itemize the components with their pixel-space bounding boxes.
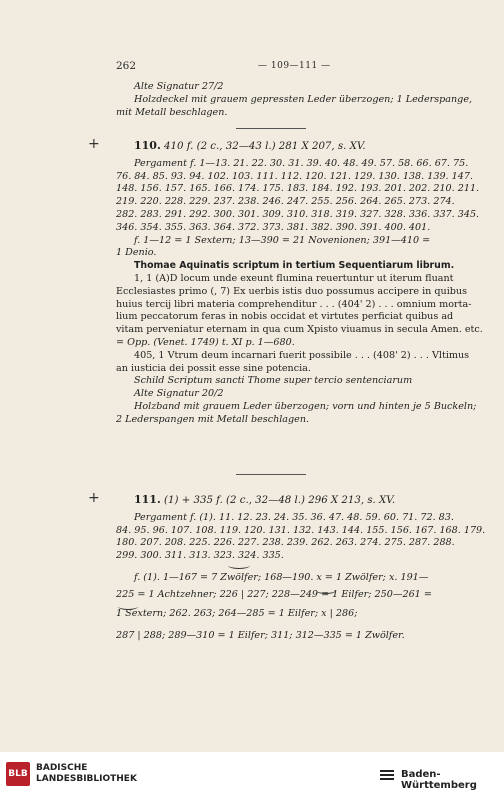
section-divider [236, 128, 306, 129]
lions-crest-icon [378, 767, 396, 783]
handwritten-arc-mark [228, 562, 250, 569]
text-line: 1, 1 (A)D locum unde exeunt flumina reuertuntur ut iterum fluant [134, 272, 454, 284]
pergament-line: 219. 220. 228. 229. 237. 238. 246. 247. 255. 256. 264. 265. 273. 274. [116, 196, 455, 208]
entry-description: (1) + 335 f. (2 c., 32—48 l.) 296 X 213, s. XV. [164, 495, 396, 506]
lagen-line: f. (1). 1—167 = 7 Zwölfer; 168—190. x = 1 Zwölfer; x. 191— [134, 571, 429, 583]
einband-line: Holzband mit grauem Leder überzogen; vorn und hinten je 5 Buckeln; [134, 400, 477, 412]
entry-111 [116, 493, 486, 647]
pergament-line: 84. 95. 96. 107. 108. 119. 120. 131. 132. 143. 144. 155. 156. 167. 168. 179. [116, 524, 486, 536]
handwritten-arc-mark [118, 603, 138, 610]
text-line: huius tercij libri materia comprehenditur . . . (404' 2) . . . omnium morta- [116, 298, 472, 310]
pergament-line: Pergament f. 1—13. 21. 22. 30. 31. 39. 40. 48. 49. 57. 58. 66. 67. 75. [134, 157, 469, 169]
text-line: Ecclesiastes primo (, 7) Ex uerbis istis duo possumus accipere in quibus [116, 285, 468, 297]
entry-110 [116, 139, 483, 427]
blb-logo-icon: BLB [6, 762, 30, 786]
signatur-line: Alte Signatur 20/2 [134, 388, 224, 400]
text-line: lium peccatorum feras in nobis occidat et virtutes perficiat quibus ad [116, 311, 454, 323]
footer-bar [0, 752, 504, 795]
lagen-line: 225 = 1 Achtzehner; 226 | 227; 228—249 = 1 Eilfer; 250—261 = [116, 588, 432, 600]
schild-line: Schild Scriptum sancti Thome super tercio sentenciarum [134, 375, 413, 387]
blb-name [36, 763, 137, 785]
text-line: an iusticia dei possit esse sine potencia. [116, 362, 311, 374]
preamble-line: Alte Signatur 27/2 [134, 81, 224, 92]
entry-number: 111. [134, 493, 161, 506]
text-line: vitam perveniatur eternam in qua cum Xpisto viuamus in secula Amen. etc. [116, 324, 483, 336]
preamble [116, 81, 473, 119]
lagen-line: 1 Denio. [116, 247, 157, 259]
einband-line: 2 Lederspangen mit Metall beschlagen. [116, 413, 310, 425]
margin-plus-mark: + [88, 490, 100, 506]
entry-heading [116, 494, 458, 508]
section-divider [236, 474, 306, 475]
blb-name-line: BADISCHE [36, 763, 88, 773]
pergament-line: 76. 84. 85. 93. 94. 102. 103. 111. 112. 120. 121. 129. 130. 138. 139. 147. [116, 170, 474, 182]
margin-plus-mark: + [88, 136, 100, 152]
pergament-line: 148. 156. 157. 165. 166. 174. 175. 183. 184. 192. 193. 201. 202. 210. 211. [116, 183, 480, 195]
work-title: Thomae Aquinatis scriptum in tertium Sequentiarum librum. [134, 260, 455, 272]
blb-name-line: LANDESBIBLIOTHEK [36, 774, 137, 784]
text-line: = Opp. (Venet. 1749) t. XI p. 1—680. [116, 336, 295, 348]
pergament-line: 282. 283. 291. 292. 300. 301. 309. 310. 318. 319. 327. 328. 336. 337. 345. [116, 208, 480, 220]
handwritten-arc-mark [316, 587, 336, 594]
pergament-line: Pergament f. (1). 11. 12. 23. 24. 35. 36. 47. 48. 59. 60. 71. 72. 83. [134, 511, 454, 523]
text-line: 405, 1 Vtrum deum incarnari fuerit possibile . . . (408' 2) . . . Vltimus [134, 349, 470, 361]
entry-number: 110. [134, 139, 161, 152]
pergament-line: 299. 300. 311. 313. 323. 324. 335. [116, 550, 284, 562]
lagen-line: 287 | 288; 289—310 = 1 Eilfer; 311; 312—335 = 1 Zwölfer. [116, 629, 405, 641]
bw-label: Baden-Württemberg [401, 769, 477, 791]
entry-heading [116, 140, 458, 154]
lagen-line: 1 Sextern; 262. 263; 264—285 = 1 Eilfer; x | 286; [116, 607, 358, 619]
folio-number: 262 [116, 60, 137, 72]
preamble-line: mit Metall beschlagen. [116, 106, 228, 118]
pergament-line: 346. 354. 355. 363. 364. 372. 373. 381. 382. 390. 391. 400. 401. [116, 221, 431, 233]
preamble-line: Holzdeckel mit grauem gepressten Leder überzogen; 1 Lederspange, [134, 93, 473, 105]
pergament-line: 180. 207. 208. 225. 226. 227. 238. 239. 262. 263. 274. 275. 287. 288. [116, 537, 455, 549]
lagen-line: f. 1—12 = 1 Sextern; 13—390 = 21 Novenionen; 391—410 = [134, 234, 431, 246]
entry-description: 410 f. (2 c., 32—43 l.) 281 X 207, s. XV. [164, 141, 366, 152]
running-title: — 109—111 — [258, 61, 331, 71]
